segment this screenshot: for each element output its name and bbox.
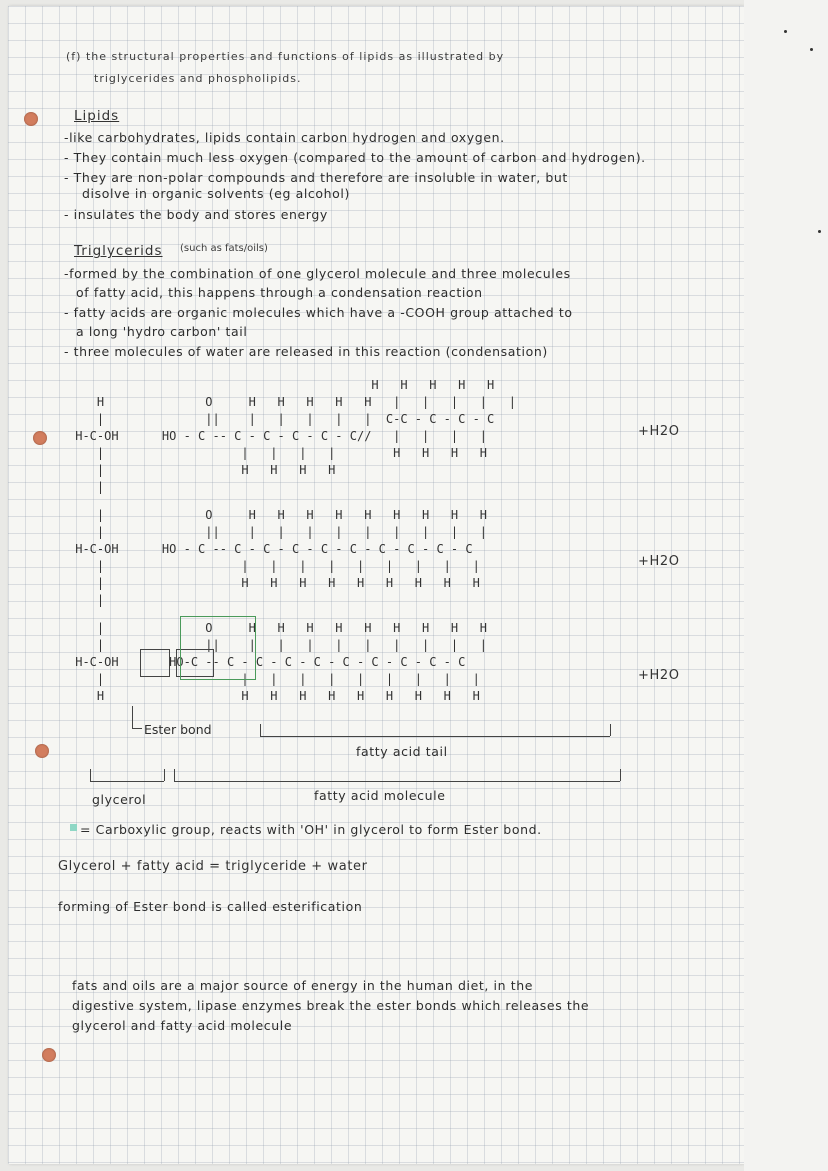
lipids-bullet: - They contain much less oxygen (compared to the amount of carbon and hydrogen). — [64, 150, 646, 165]
diet-note-line: fats and oils are a major source of energy in the human diet, in the — [72, 978, 534, 993]
triglycerides-bullet: a long 'hydro carbon' tail — [76, 324, 248, 339]
triglycerides-bullet: -formed by the combination of one glycerol molecule and three molecules — [64, 266, 571, 281]
fatty-acid-tail-label: fatty acid tail — [356, 744, 448, 759]
diagram-row: | | | | | H H H H — [68, 446, 488, 460]
ester-bond-pointer — [132, 728, 142, 729]
carboxylic-group-key-swatch — [70, 824, 77, 831]
diagram-row: | H H H H H H H H H — [68, 576, 480, 590]
fatty-acid-tail-bracket — [260, 736, 610, 737]
speck — [818, 230, 821, 233]
diagram-row: H-C-OH HO-C -- C - C - C - C - C - C - C - C - C — [68, 655, 466, 669]
diagram-row: | O H H H H H H H H H — [68, 621, 488, 635]
speck — [784, 30, 787, 33]
fatty-acid-molecule-bracket — [174, 769, 175, 781]
glycerol-bracket — [164, 769, 165, 781]
diagram-row: H O H H H H H | | | | | — [68, 395, 516, 409]
carboxylic-group-key: = Carboxylic group, reacts with 'OH' in glycerol to form Ester bond. — [80, 822, 542, 837]
triglycerides-bullet: of fatty acid, this happens through a condensation reaction — [76, 285, 483, 300]
triglycerides-title-note: (such as fats/oils) — [180, 243, 268, 254]
water-label: +H2O — [638, 554, 680, 569]
lipids-bullet: disolve in organic solvents (eg alcohol) — [82, 186, 350, 201]
triglyceride-diagram — [68, 378, 668, 708]
fatty-acid-molecule-bracket — [174, 781, 620, 782]
reaction-equation: Glycerol + fatty acid = triglyceride + water — [58, 859, 368, 874]
triglycerides-title: Triglycerids — [74, 243, 163, 259]
esterification-note: forming of Ester bond is called esterification — [58, 899, 363, 914]
lipids-bullet: - insulates the body and stores energy — [64, 207, 328, 222]
diagram-row: | — [68, 480, 105, 494]
diet-note-line: digestive system, lipase enzymes break the ester bonds which releases the — [72, 998, 590, 1013]
punch-hole — [42, 1048, 56, 1062]
heading-line-2: triglycerides and phospholipids. — [94, 72, 302, 85]
diagram-row: H-C-OH HO - C -- C - C - C - C - C - C - C - C - C — [68, 542, 473, 556]
fatty-acid-molecule-bracket — [620, 769, 621, 781]
punch-hole — [24, 112, 38, 126]
lipids-bullet: - They are non-polar compounds and therefore are insoluble in water, but — [64, 170, 568, 185]
water-label: +H2O — [638, 668, 680, 683]
heading-line-1: (f) the structural properties and functions of lipids as illustrated by — [66, 50, 505, 63]
water-label: +H2O — [638, 424, 680, 439]
ester-bond-pointer — [132, 706, 133, 728]
ester-bond-label: Ester bond — [144, 722, 212, 737]
diagram-row: | — [68, 593, 105, 607]
glycerol-label: glycerol — [92, 792, 147, 807]
diagram-row: | || | | | | | C-C - C - C - C — [68, 412, 495, 426]
diagram-row: | H H H H — [68, 463, 336, 477]
hydroxyl-box — [140, 649, 170, 677]
glycerol-bracket — [90, 769, 91, 781]
fatty-acid-tail-bracket — [260, 724, 261, 736]
diagram-row: | | | | | | | | | | — [68, 559, 480, 573]
diagram-row: H H H H H — [68, 378, 495, 392]
background-strip — [744, 0, 828, 1171]
diet-note-line: glycerol and fatty acid molecule — [72, 1018, 293, 1033]
speck — [810, 48, 813, 51]
punch-hole — [33, 431, 47, 445]
lipids-bullet: -like carbohydrates, lipids contain carbon hydrogen and oxygen. — [64, 130, 505, 145]
diagram-row: | O H H H H H H H H H — [68, 508, 488, 522]
fatty-acid-molecule-label: fatty acid molecule — [314, 788, 446, 803]
diagram-row: | | | | | | | | | | — [68, 672, 480, 686]
diagram-row: H H H H H H H H H H — [68, 689, 480, 703]
glycerol-bracket — [90, 781, 164, 782]
notebook-page — [8, 6, 744, 1164]
fatty-acid-tail-bracket — [610, 724, 611, 736]
diagram-row: | || | | | | | | | | | — [68, 638, 488, 652]
triglycerides-bullet: - fatty acids are organic molecules which have a -COOH group attached to — [64, 305, 573, 320]
triglycerides-bullet: - three molecules of water are released in this reaction (condensation) — [64, 344, 548, 359]
diagram-row: | || | | | | | | | | | — [68, 525, 488, 539]
carboxylic-group-box — [180, 616, 256, 680]
lipids-title: Lipids — [74, 108, 120, 124]
diagram-row: H-C-OH HO - C -- C - C - C - C - C// | | | | — [68, 429, 488, 443]
punch-hole — [35, 744, 49, 758]
